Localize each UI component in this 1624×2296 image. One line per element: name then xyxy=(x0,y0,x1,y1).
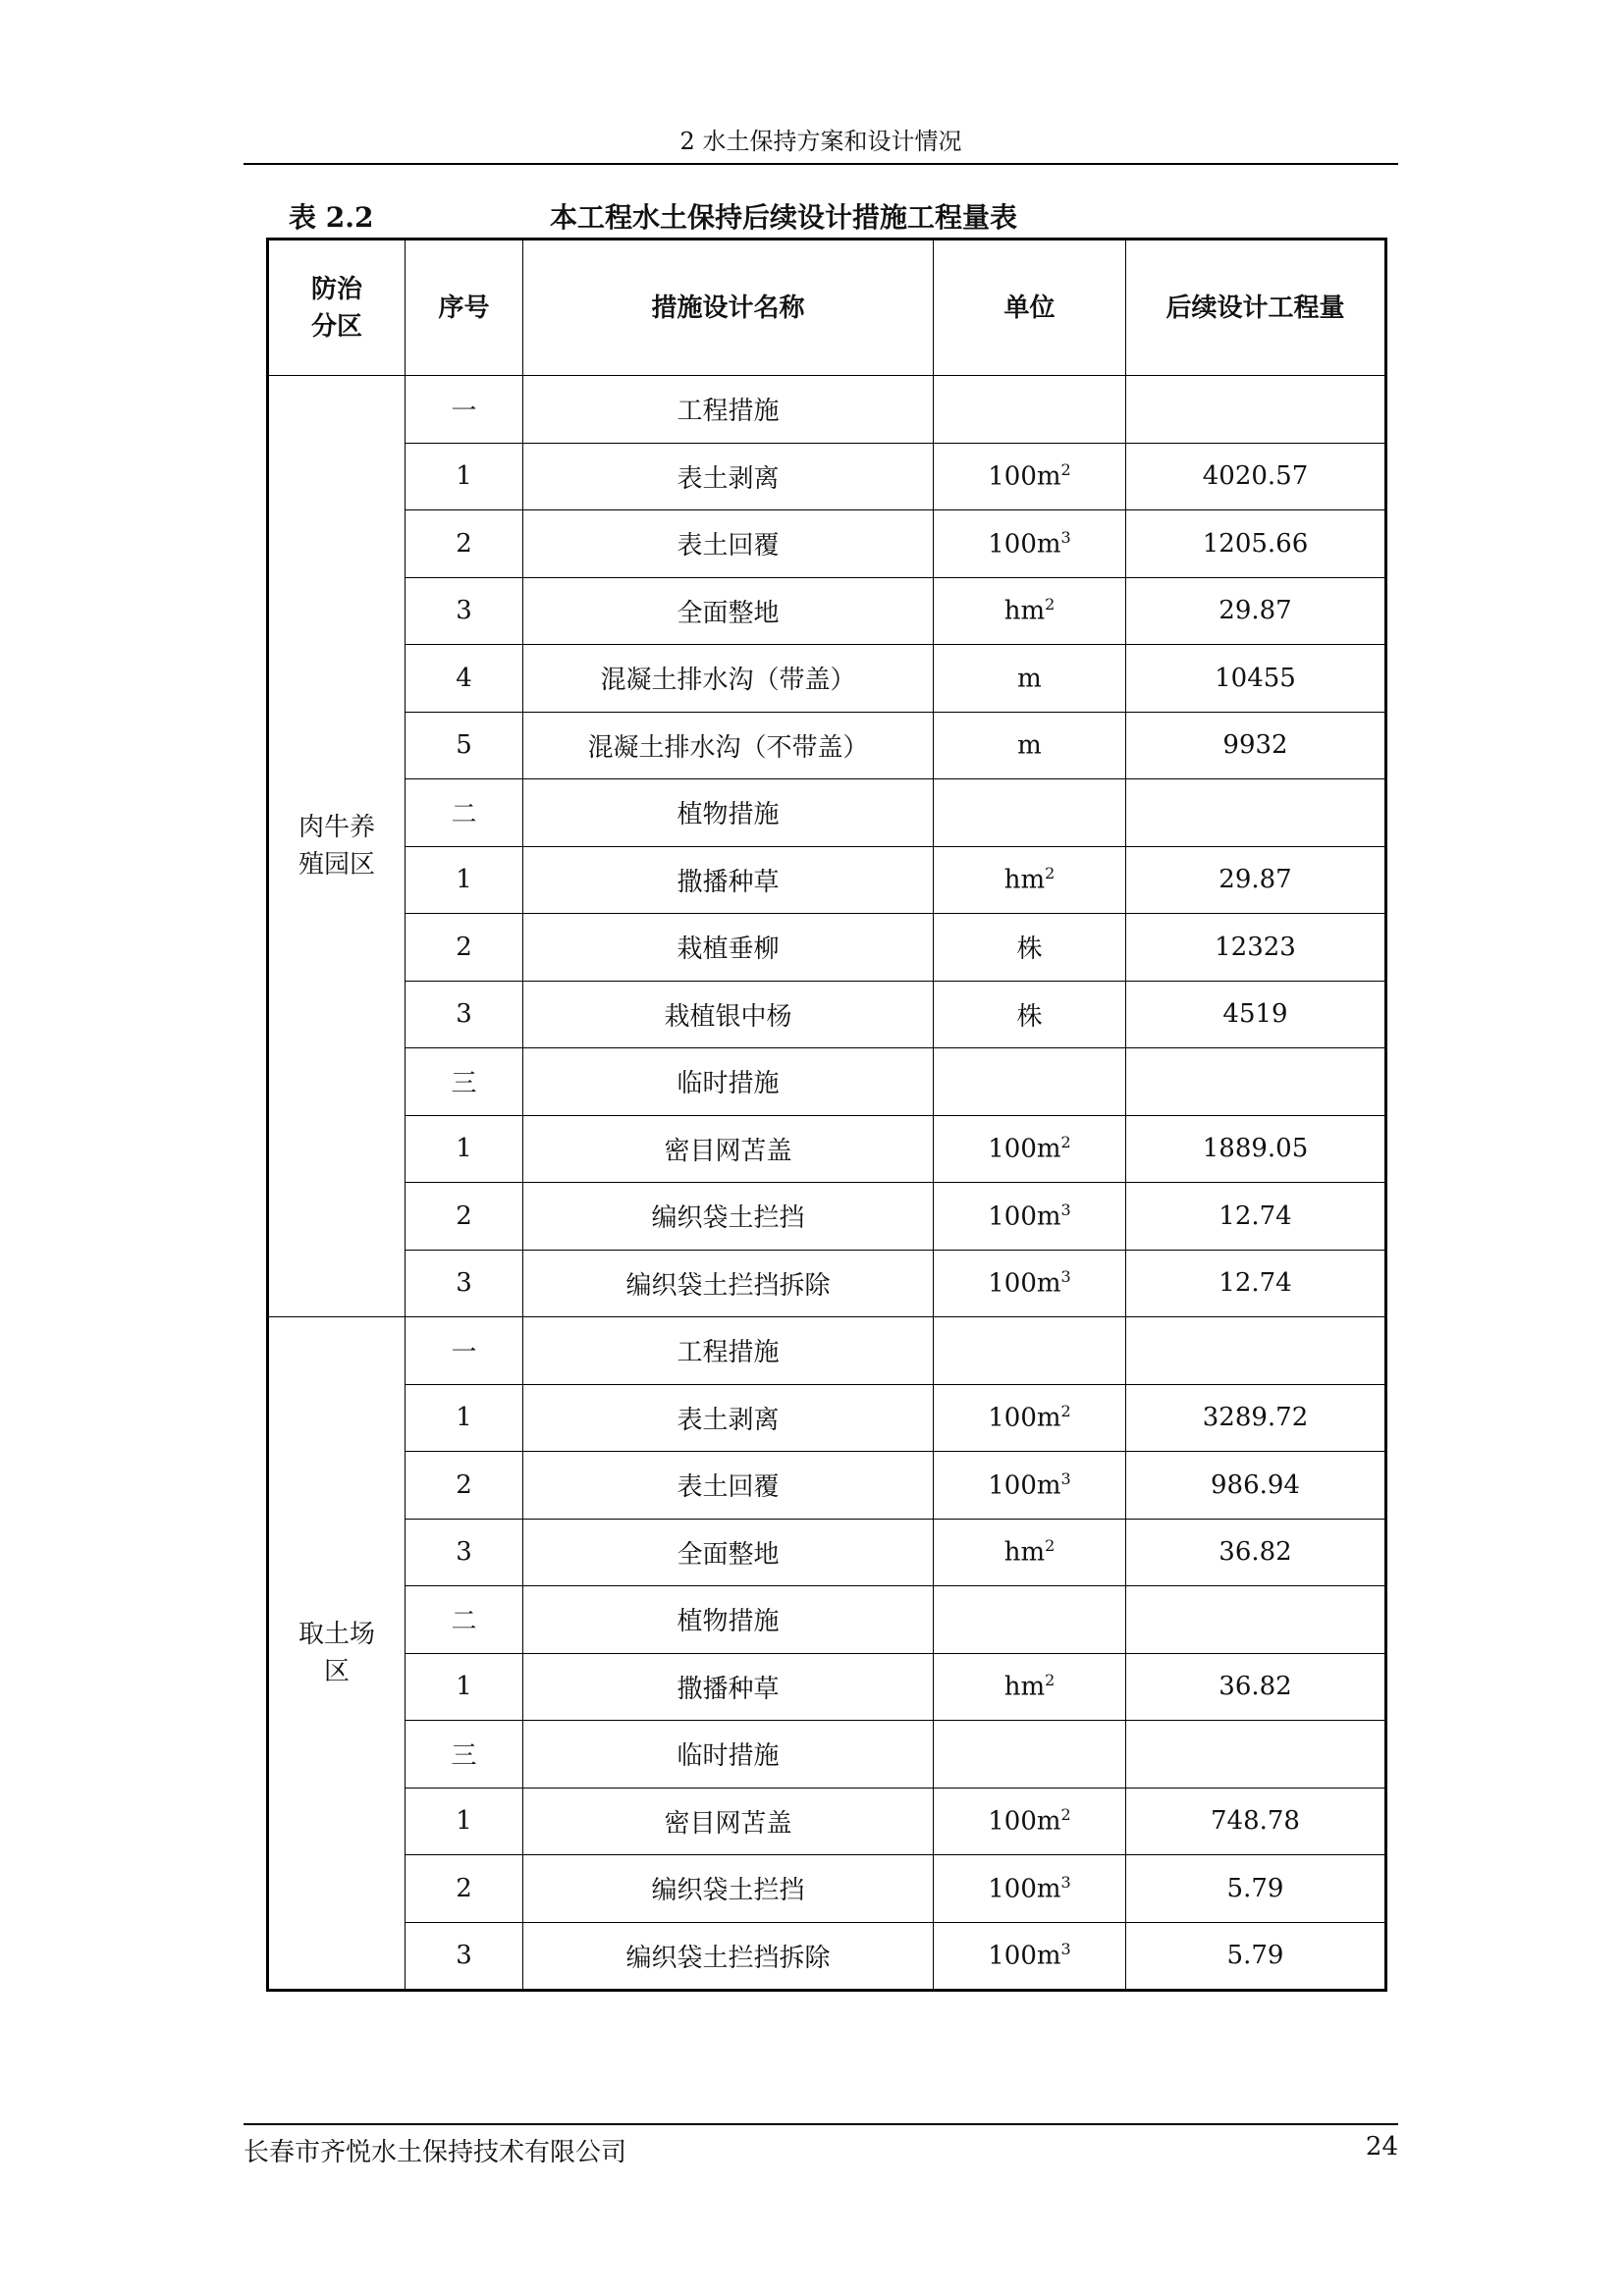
quantity-cell: 1889.05 xyxy=(1126,1115,1386,1183)
seq-cell: 3 xyxy=(406,577,523,645)
unit-base: hm xyxy=(1003,1538,1046,1569)
seq-cell: 2 xyxy=(406,1855,523,1923)
measure-name-cell: 全面整地 xyxy=(523,1519,934,1586)
unit-cell xyxy=(934,981,1126,1048)
page-header: 2 水土保持方案和设计情况 xyxy=(244,120,1398,165)
unit-base: 100m xyxy=(988,529,1061,560)
measure-name-cell: 工程措施 xyxy=(523,376,934,444)
unit-cell xyxy=(934,1317,1126,1385)
table-row xyxy=(268,1183,1386,1251)
unit-exponent: 3 xyxy=(1060,1872,1071,1892)
table-header-row xyxy=(268,240,1386,376)
measure-name-cell: 撒播种草 xyxy=(523,846,934,914)
seq-cell: 1 xyxy=(406,1653,523,1721)
table-row xyxy=(268,376,1386,444)
seq-cell: 2 xyxy=(406,914,523,982)
table-row xyxy=(268,1452,1386,1520)
table-row xyxy=(268,1250,1386,1317)
unit-cell xyxy=(934,1183,1126,1251)
unit-base: 100m xyxy=(988,462,1061,493)
seq-cell: 二 xyxy=(406,779,523,847)
unit-exponent: 2 xyxy=(1060,460,1071,480)
measures-table xyxy=(266,238,1387,1992)
unit-exponent: 2 xyxy=(1045,864,1056,883)
unit-cell xyxy=(934,645,1126,713)
quantity-cell: 4519 xyxy=(1126,981,1386,1048)
unit-exponent: 3 xyxy=(1060,527,1071,547)
unit-cell xyxy=(934,1653,1126,1721)
unit-cell xyxy=(934,577,1126,645)
table-row xyxy=(268,1519,1386,1586)
measure-name-cell: 临时措施 xyxy=(523,1048,934,1116)
table-row xyxy=(268,1586,1386,1654)
unit-base: 100m xyxy=(988,1201,1061,1232)
unit-cell xyxy=(934,510,1126,578)
header-name: 措施设计名称 xyxy=(523,240,934,376)
quantity-cell: 4020.57 xyxy=(1126,443,1386,510)
quantity-cell: 36.82 xyxy=(1126,1519,1386,1586)
quantity-cell: 1205.66 xyxy=(1126,510,1386,578)
footer-company: 长春市齐悦水土保持技术有限公司 xyxy=(244,2138,627,2167)
header-zone-line1: 防治 xyxy=(310,274,362,304)
table-row xyxy=(268,443,1386,510)
unit-cell xyxy=(934,1788,1126,1855)
unit-base: hm xyxy=(1003,1673,1046,1703)
quantity-cell: 5.79 xyxy=(1126,1922,1386,1991)
quantity-cell xyxy=(1126,1586,1386,1654)
quantity-cell xyxy=(1126,1721,1386,1789)
table-row xyxy=(268,1721,1386,1789)
seq-cell: 5 xyxy=(406,712,523,779)
zone-line2: 殖园区 xyxy=(298,850,375,880)
unit-base: 株 xyxy=(1016,934,1043,965)
seq-cell: 1 xyxy=(406,1384,523,1452)
seq-cell: 三 xyxy=(406,1721,523,1789)
header-zone xyxy=(268,240,406,376)
measure-name-cell: 撒播种草 xyxy=(523,1653,934,1721)
table-row xyxy=(268,846,1386,914)
measure-name-cell: 栽植垂柳 xyxy=(523,914,934,982)
unit-cell xyxy=(934,1922,1126,1991)
seq-cell: 2 xyxy=(406,510,523,578)
quantity-cell: 3289.72 xyxy=(1126,1384,1386,1452)
measure-name-cell: 表土剥离 xyxy=(523,443,934,510)
unit-cell xyxy=(934,914,1126,982)
measure-name-cell: 表土剥离 xyxy=(523,1384,934,1452)
measure-name-cell: 混凝土排水沟（不带盖） xyxy=(523,712,934,779)
table-row xyxy=(268,981,1386,1048)
unit-cell xyxy=(934,846,1126,914)
zone-line1: 取土场 xyxy=(298,1620,375,1649)
unit-base: m xyxy=(1017,731,1042,762)
quantity-cell: 29.87 xyxy=(1126,577,1386,645)
quantity-cell: 10455 xyxy=(1126,645,1386,713)
measure-name-cell: 编织袋土拦挡 xyxy=(523,1855,934,1923)
unit-cell xyxy=(934,1855,1126,1923)
unit-base: 100m xyxy=(988,1807,1061,1838)
table-number: 表 2.2 xyxy=(289,201,374,234)
table-row xyxy=(268,1384,1386,1452)
quantity-cell: 36.82 xyxy=(1126,1653,1386,1721)
measure-name-cell: 编织袋土拦挡拆除 xyxy=(523,1250,934,1317)
zone-cell xyxy=(268,1317,406,1991)
footer-rule xyxy=(244,2123,1398,2125)
unit-base: 100m xyxy=(988,1404,1061,1434)
unit-base: 100m xyxy=(988,1470,1061,1501)
measure-name-cell: 表土回覆 xyxy=(523,510,934,578)
unit-exponent: 2 xyxy=(1060,1133,1071,1152)
table-body xyxy=(268,376,1386,1991)
unit-cell xyxy=(934,1452,1126,1520)
seq-cell: 1 xyxy=(406,443,523,510)
measure-name-cell: 栽植银中杨 xyxy=(523,981,934,1048)
table-row xyxy=(268,1115,1386,1183)
measure-name-cell: 编织袋土拦挡拆除 xyxy=(523,1922,934,1991)
unit-cell xyxy=(934,1115,1126,1183)
measure-name-cell: 混凝土排水沟（带盖） xyxy=(523,645,934,713)
unit-base: 100m xyxy=(988,1874,1061,1904)
seq-cell: 3 xyxy=(406,1519,523,1586)
measure-name-cell: 植物措施 xyxy=(523,1586,934,1654)
unit-exponent: 2 xyxy=(1045,1536,1056,1556)
table-row xyxy=(268,1653,1386,1721)
table-row xyxy=(268,510,1386,578)
quantity-cell: 5.79 xyxy=(1126,1855,1386,1923)
seq-cell: 2 xyxy=(406,1452,523,1520)
seq-cell: 4 xyxy=(406,645,523,713)
unit-exponent: 2 xyxy=(1060,1402,1071,1421)
table-title: 本工程水土保持后续设计措施工程量表 xyxy=(550,201,1018,234)
unit-cell xyxy=(934,1048,1126,1116)
table-row xyxy=(268,577,1386,645)
header-qty: 后续设计工程量 xyxy=(1126,240,1386,376)
seq-cell: 二 xyxy=(406,1586,523,1654)
header-unit: 单位 xyxy=(934,240,1126,376)
seq-cell: 一 xyxy=(406,376,523,444)
quantity-cell xyxy=(1126,779,1386,847)
table-row xyxy=(268,712,1386,779)
seq-cell: 1 xyxy=(406,1788,523,1855)
measure-name-cell: 密目网苫盖 xyxy=(523,1788,934,1855)
measure-name-cell: 植物措施 xyxy=(523,779,934,847)
unit-cell xyxy=(934,1721,1126,1789)
unit-cell xyxy=(934,712,1126,779)
seq-cell: 3 xyxy=(406,1250,523,1317)
measure-name-cell: 临时措施 xyxy=(523,1721,934,1789)
measure-name-cell: 全面整地 xyxy=(523,577,934,645)
unit-exponent: 2 xyxy=(1045,1671,1056,1690)
table-row xyxy=(268,1317,1386,1385)
zone-line2: 区 xyxy=(323,1657,350,1686)
quantity-cell: 986.94 xyxy=(1126,1452,1386,1520)
unit-cell xyxy=(934,376,1126,444)
quantity-cell: 12.74 xyxy=(1126,1250,1386,1317)
seq-cell: 1 xyxy=(406,1115,523,1183)
page-number: 24 xyxy=(1365,2132,1398,2162)
seq-cell: 3 xyxy=(406,1922,523,1991)
unit-base: m xyxy=(1017,664,1042,694)
quantity-cell: 12323 xyxy=(1126,914,1386,982)
unit-cell xyxy=(934,1250,1126,1317)
unit-cell xyxy=(934,443,1126,510)
unit-exponent: 3 xyxy=(1060,1267,1071,1287)
unit-base: 100m xyxy=(988,1135,1061,1165)
quantity-cell xyxy=(1126,1048,1386,1116)
unit-base: 100m xyxy=(988,1269,1061,1300)
zone-line1: 肉牛养 xyxy=(298,813,375,842)
unit-cell xyxy=(934,1384,1126,1452)
unit-exponent: 2 xyxy=(1045,595,1056,614)
measure-name-cell: 编织袋土拦挡 xyxy=(523,1183,934,1251)
seq-cell: 一 xyxy=(406,1317,523,1385)
table-row xyxy=(268,1922,1386,1991)
quantity-cell: 12.74 xyxy=(1126,1183,1386,1251)
seq-cell: 1 xyxy=(406,846,523,914)
unit-exponent: 2 xyxy=(1060,1805,1071,1825)
header-seq: 序号 xyxy=(406,240,523,376)
unit-exponent: 3 xyxy=(1060,1468,1071,1488)
quantity-cell xyxy=(1126,376,1386,444)
table-row xyxy=(268,1855,1386,1923)
header-zone-line2: 分区 xyxy=(310,311,362,342)
unit-base: hm xyxy=(1003,866,1046,896)
quantity-cell: 748.78 xyxy=(1126,1788,1386,1855)
measure-name-cell: 表土回覆 xyxy=(523,1452,934,1520)
table-row xyxy=(268,645,1386,713)
quantity-cell xyxy=(1126,1317,1386,1385)
unit-base: 株 xyxy=(1016,1001,1043,1032)
unit-cell xyxy=(934,1519,1126,1586)
unit-base: 100m xyxy=(988,1942,1061,1972)
quantity-cell: 9932 xyxy=(1126,712,1386,779)
quantity-cell: 29.87 xyxy=(1126,846,1386,914)
table-row xyxy=(268,1788,1386,1855)
unit-base: hm xyxy=(1003,597,1046,627)
zone-cell xyxy=(268,376,406,1317)
unit-cell xyxy=(934,1586,1126,1654)
measure-name-cell: 密目网苫盖 xyxy=(523,1115,934,1183)
unit-exponent: 3 xyxy=(1060,1200,1071,1219)
table-row xyxy=(268,779,1386,847)
table-row xyxy=(268,1048,1386,1116)
measure-name-cell: 工程措施 xyxy=(523,1317,934,1385)
seq-cell: 3 xyxy=(406,981,523,1048)
seq-cell: 三 xyxy=(406,1048,523,1116)
unit-exponent: 3 xyxy=(1060,1940,1071,1959)
seq-cell: 2 xyxy=(406,1183,523,1251)
table-row xyxy=(268,914,1386,982)
unit-cell xyxy=(934,779,1126,847)
